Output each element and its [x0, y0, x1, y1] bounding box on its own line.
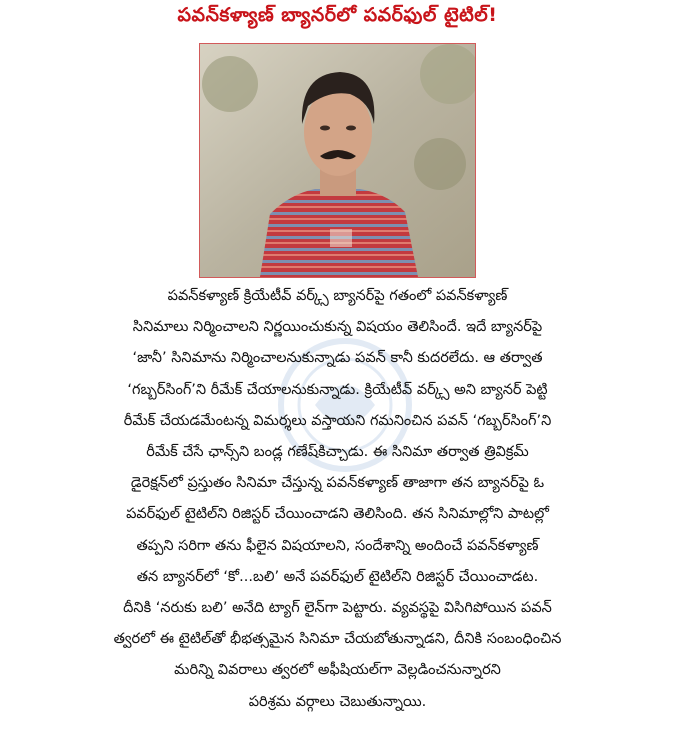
article-line: రీమేక్ చేసే ఛాన్స్‌ని బండ్ల గణేష్‌కిచ్చాడు. ఈ సినిమా తర్వాత త్రివిక్రమ్ [146, 444, 529, 460]
article-line: రీమేక్ చేయడమేంటన్న విమర్శలు వస్తాయని గమనించిన పవన్ ‘గబ్బర్‌సింగ్’ని [123, 412, 552, 429]
article-line: త్వరలో ఈ టైటిల్‌తో భీభత్సమైన సినిమా చేయబోతున్నాడని, దీనికి సంబంధించిన [113, 631, 562, 648]
article-line: సినిమాలు నిర్మించాలని నిర్ణయించుకున్న విషయం తెలిసిందే. ఇదే బ్యానర్‌పై [132, 319, 543, 336]
article-line: ‘గబ్బర్‌సింగ్’ని రీమేక్ చేయాలనుకున్నాడు. క్రియేటీవ్ వర్క్స్ అని బ్యానర్ పెట్టి [127, 381, 548, 398]
article-line: పవన్‌కళ్యాణ్ క్రియేటీవ్ వర్క్స్ బ్యానర్‌పై గతంలో పవన్‌కళ్యాణ్ [167, 288, 508, 304]
article-line: డైరెక్షన్‌లో ప్రస్తుతం సినిమా చేస్తున్న పవన్‌కళ్యాణ్ తాజాగా తన బ్యానర్‌పై ఓ [130, 475, 545, 492]
article-line: పరిశ్రమ వర్గాలు చెబుతున్నాయి. [248, 693, 427, 710]
article-line: మరిన్ని వివరాలు త్వరలో అఫీషియల్‌గా వెల్లడించనున్నారని [174, 662, 501, 679]
article-headline: పవన్‌కళ్యాణ్ బ్యానర్‌లో పవర్‌ఫుల్ టైటిల్! [177, 4, 498, 26]
article-line: దీనికి ‘నరుకు బలి’ అనేది ట్యాగ్ లైన్‌గా పెట్టారు. వ్యవస్థపై విసిగిపోయిన పవన్ [123, 600, 552, 616]
article-line: పవర్‌ఫుల్ టైటిల్‌ని రిజిస్టర్ చేయించాడని తెలిసింది. తన సినిమాల్లోని పాటల్లో [126, 506, 549, 523]
article-line: తన బ్యానర్‌లో ‘కో...బలి’ అనే పవర్‌ఫుల్ టైటిల్‌ని రిజిస్టర్ చేయించాడట. [136, 568, 539, 585]
person-photo-illustration [200, 44, 475, 277]
article-line: తప్పని సరిగా తను ఫీలైన విషయాలని, సందేశాన్ని అందించే పవన్‌కళ్యాణ్ [136, 537, 539, 554]
article-line: ‘జానీ’ సినిమాను నిర్మించాలనుకున్నాడు పవన్ కానీ కుదరలేదు. ఆ తర్వాత [132, 350, 543, 367]
article-photo [199, 43, 476, 278]
